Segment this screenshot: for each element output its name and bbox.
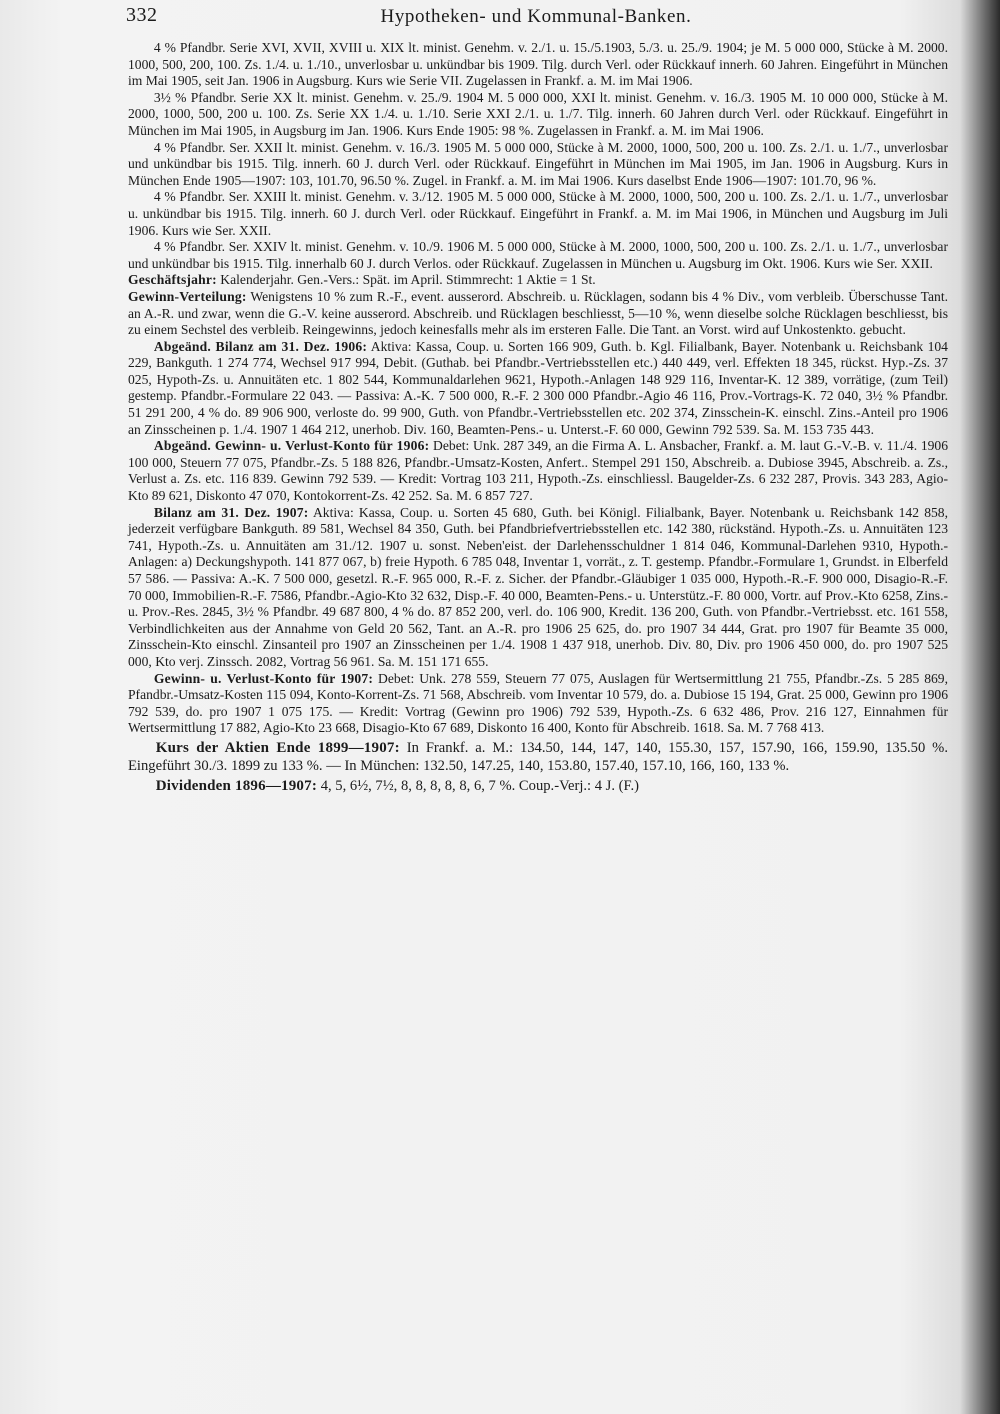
paragraph-bilanz-1906 — [128, 339, 948, 439]
section-rubric: Geschäftsjahr: — [128, 272, 217, 288]
dividenden-label: Dividenden 1896—1907: — [155, 777, 318, 794]
section-rubric: Abgeänd. Gewinn- u. Verlust-Konto für 1906: — [153, 438, 430, 454]
paragraph-pfandbr-serie-xx-xxi — [128, 90, 948, 140]
paragraph-text: Aktiva: Kassa, Coup. u. Sorten 166 909, Guth. b. Kgl. Filialbank, Bayer. Notenbank u. Reichsbank 104 229, Bankguth. 1 274 774, Wechsel 917 994, Debit. (Guthab. bei Pfandbr.-Vertriebsstellen etc.) 440 449, verl. Effekten 18 345, rückst. Hyp.-Zs. 37 025, Hypoth-Zs. u. Annuitäten etc. 1 802 544, Kommunaldarlehen 9621, Hypoth.-Anlagen 148 929 116, Inventar-K. 12 389, vorrätige, (zum Teil) gestemp. Pfandbr.-Formulare 22 043. — Passiva: A.-K. 7 500 000, R.-F. 2 300 000 Pfandbr.-Agio 46 116, Prov.-Vortrags-K. 72 040, 3½ % Pfandbr. 51 291 200, 4 % do. 89 906 900, verloste do. 99 900, Guth. von Pfandbr.-Vertriebsstellen etc. 202 374, Zinsschein-K. einschl. Zins.-Anteil pro 1906 an Zinsscheinen p. 1./4. 1907 1 464 212, unerhob. Div. 160, Beamten-Pens.- u. Unterst.-F. 60 000, Gewinn 792 539. Sa. M. 153 735 443. — [128, 338, 948, 437]
document-body — [128, 40, 948, 795]
paragraph-text: 4 % Pfandbr. Serie XVI, XVII, XVIII u. XIX lt. minist. Genehm. v. 2./1. u. 15./5.1903, 5./3. u. 25./9. 1904; je M. 5 000 000, Stücke à M. 2000. 1000, 500, 200, 100. Zs. 1./4. u. 1./10., unverlosbar u. unkündbar bis 1909. Tilg. durch Verl. oder Rückkauf innerh. 60 Jahren. Eingeführt in München im Mai 1905, seit Jan. 1906 in Augsburg. Kurs wie Serie VII. Zugelassen in Frankf. a. M. im Mai 1906. — [128, 40, 948, 89]
dividenden-text: 4, 5, 6½, 7½, 8, 8, 8, 8, 8, 6, 7 %. Coup.-Verj.: 4 J. (F.) — [320, 777, 639, 794]
paragraph-text: Debet: Unk. 287 349, an die Firma A. L. Ansbacher, Frankf. a. M. laut G.-V.-B. v. 11./4. 1906 100 000, Steuern 77 075, Pfandbr.-Zs. 5 188 826, Pfandbr.-Umsatz-Kosten, Anfert.. Stempel 291 150, Abschreib. a. Dubiose 3945, Abschreib. a. Zs., Verlust a. Zs. etc. 116 839. Gewinn 792 539. — Kredit: Vortrag 103 211, Hypoth.-Zs. einschliessl. Baugelder-Zs. 6 232 287, Provis. 343 283, Agio-Kto 89 621, Diskonto 47 070, Kontokorrent-Zs. 42 252. Sa. M. 6 857 727. — [128, 438, 949, 504]
paragraph-text: 4 % Pfandbr. Ser. XXIII lt. minist. Genehm. v. 3./12. 1905 M. 5 000 000, Stücke à M. 2000, 1000, 500, 200 u. 100. Zs. 2./1. u. 1./7., unverlosbar u. unkündbar bis 1915. Tilg. innerh. 60 J. durch Verl. oder Rückkauf. Eingeführt in Frankf. a. M. im Mai 1906, in München und Augsburg im Juli 1906. Kurs wie Ser. XXII. — [128, 189, 948, 238]
paragraph-text: 3½ % Pfandbr. Serie XX lt. minist. Genehm. v. 25./9. 1904 M. 5 000 000, XXI lt. minist. Genehm. v. 16./3. 1905 M. 10 000 000, Stücke à M. 2000, 1000, 500, 200 u. 100. Zs. Serie XX 1./4. u. 1./10. Serie XXI 2./1. u. 1./7. Tilg. innerh. 60 Jahren durch Verl. oder Rückkauf. Eingeführt in München im Mai 1905, in Augsburg im Jan. 1906. Kurs Ende 1905: 98 %. Zugelassen in Frankf. a. M. im Mai 1906. — [128, 89, 948, 138]
kurs-text: In Frankf. a. M.: 134.50, 144, 147, 140, 155.30, 157, 157.90, 166, 159.90, 135.50 %. Eingeführt 30./3. 1899 zu 133 %. — In München: 132.50, 147.25, 140, 153.80, 157.40, 157.10, 166, 160, 133 %. — [128, 739, 948, 774]
paragraph-gewinn-verteilung — [128, 289, 948, 339]
paragraph-text: Aktiva: Kassa, Coup. u. Sorten 45 680, Guth. bei Königl. Filialbank, Bayer. Notenbank u. Reichsbank 142 858, jederzeit verfügbare Bankguth. 89 581, Wechsel 84 350, Guth. bei Pfandbriefvertriebsstellen etc. 142 380, rückständ. Hypoth.-Zs. u. Annuitäten 123 741, Hypoth.-Zs. u. Annuitäten am 31./12. 1907 u. sonst. Neben'eist. der Darlehensschuldner 1 814 046, Kommunal-Darlehen 9310, Hypoth.-Anlagen: a) Deckungshypoth. 141 877 067, b) freie Hypoth. 6 785 048, Inventar 1, vorrät., z. T. gestemp. Pfandbr.-Formulare 1, Grundst. in Elberfeld 57 586. — Passiva: A.-K. 7 500 000, gesetzl. R.-F. 965 000, R.-F. z. Sicher. der Pfandbr.-Gläubiger 1 035 000, Hypoth.-R.-F. 900 000, Disagio-R.-F. 70 000, Immobilien-R.-F. 7586, Pfandbr.-Agio-Kto 32 632, Disp.-F. 40 000, Beamten-Pens.- u. Unterstütz.-F. 80 000, Vortr. auf Prov.-Kto 6258, Zins.- u. Prov.-Res. 2845, 3½ % Pfandbr. 49 687 800, 4 % do. 87 852 200, verl. do. 106 900, Kredit. 136 200, Guth. von Pfandbr.-Vertriebsst. etc. 161 558, Verbindlichkeiten aus der Annahme von Geld 20 562, Tant. an A.-R. pro 1906 25 625, do. pro 1907 34 444, Grat. pro 1907 für Beamte 35 000, Zinsschein-Kto einschl. Zinsanteil pro 1907 an Zinsscheinen per 1./4. 1908 1 437 918, unerhob. Div. 80, Div. pro 1906 450 000, do. pro 1907 525 000, Kto verj. Zinssch. 2082, Vortrag 56 961. Sa. M. 151 171 655. — [128, 504, 948, 669]
paragraph-geschaeftsjahr — [128, 272, 948, 289]
section-rubric: Gewinn- u. Verlust-Konto für 1907: — [153, 670, 374, 686]
paragraph-text: 4 % Pfandbr. Ser. XXII lt. minist. Genehm. v. 16./3. 1905 M. 5 000 000, Stücke à M. 2000, 1000, 500, 200 u. 100. Zs. 2./1. u. 1./7., unverlosbar und unkündbar bis 1915. Tilg. innerh. 60 J. durch Verl. oder Rückkauf. Eingeführt in München im Mai 1905, im Jan. 1906 in Augsburg. Kurs in München Ende 1905—1907: 103, 101.70, 96.50 %. Zugel. in Frankf. a. M. im Mai 1906. Kurs daselbst Ende 1906—1907: 101.70, 96 %. — [128, 139, 948, 188]
section-rubric: Abgeänd. Bilanz am 31. Dez. 1906: — [153, 338, 368, 354]
kurs-label: Kurs der Aktien Ende 1899—1907: — [155, 739, 400, 756]
page-header — [126, 4, 946, 34]
paragraph-text: Debet: Unk. 278 559, Steuern 77 075, Auslagen für Wertsermittlung 21 755, Pfandbr.-Zs. 5 285 869, Pfandbr.-Umsatz-Kosten 115 094, Konto-Korrent-Zs. 71 568, Abschreib. vom Inventar 10 579, do. a. Dubiose 15 194, Grat. 25 000, Gewinn pro 1906 792 539, do. pro 1907 1 075 175. — Kredit: Vortrag (Gewinn pro 1906) 792 539, Hypoth.-Zs. 6 632 486, Prov. 216 127, Einnahmen für Wertsermittlung 17 882, Agio-Kto 23 668, Disagio-Kto 67 689, Diskonto 16 400, Konto für Abschreib. 1618. Sa. M. 7 768 413. — [128, 670, 948, 736]
paragraph-text: Kalenderjahr. Gen.-Vers.: Spät. im April. Stimmrecht: 1 Aktie = 1 St. — [220, 272, 596, 288]
paragraph-text: 4 % Pfandbr. Ser. XXIV lt. minist. Genehm. v. 10./9. 1906 M. 5 000 000, Stücke à M. 2000, 1000, 500, 200 u. 100. Zs. 2./1. u. 1./7., unverlosbar und unkündbar bis 1915. Tilg. innerhalb 60 J. durch Verlos. oder Rückkauf. Zugelassen in München u. Augsburg im Okt. 1906. Kurs wie Ser. XXII. — [128, 239, 948, 271]
paragraph-gewinn-verlust-1907 — [128, 671, 948, 737]
paragraph-pfandbr-serie-xxiii — [128, 189, 948, 239]
paragraph-text: Wenigstens 10 % zum R.-F., event. ausserord. Abschreib. u. Rücklagen, sodann bis 4 % Div., vom verbleib. Überschusse Tant. an A.-R. und zwar, wenn die G.-V. keine ausserord. Abschreib. und Rücklagen beschliesst, 5—10 %, wenn dieselbe solche Rücklagen beschliesst, bis zu einem Sechstel des verbleib. Reingewinns, jedoch keinesfalls mehr als im ersteren Falle. Die Tant. an Vorst. wird auf Unkostenkto. gebucht. — [128, 288, 948, 338]
paragraph-dividenden — [128, 777, 948, 795]
paragraph-kurs-der-aktien — [128, 739, 948, 775]
paragraph-pfandbr-serie-xvi-xix — [128, 40, 948, 90]
section-rubric: Gewinn-Verteilung: — [128, 288, 247, 304]
paragraph-bilanz-1907 — [128, 505, 948, 671]
running-title: Hypotheken- und Kommunal-Banken. — [380, 6, 692, 27]
section-rubric: Bilanz am 31. Dez. 1907: — [153, 504, 309, 520]
paragraph-pfandbr-serie-xxii — [128, 140, 948, 190]
paragraph-pfandbr-serie-xxiv — [128, 239, 948, 272]
paragraph-gewinn-verlust-1906 — [128, 438, 948, 504]
page-number: 332 — [126, 4, 158, 26]
